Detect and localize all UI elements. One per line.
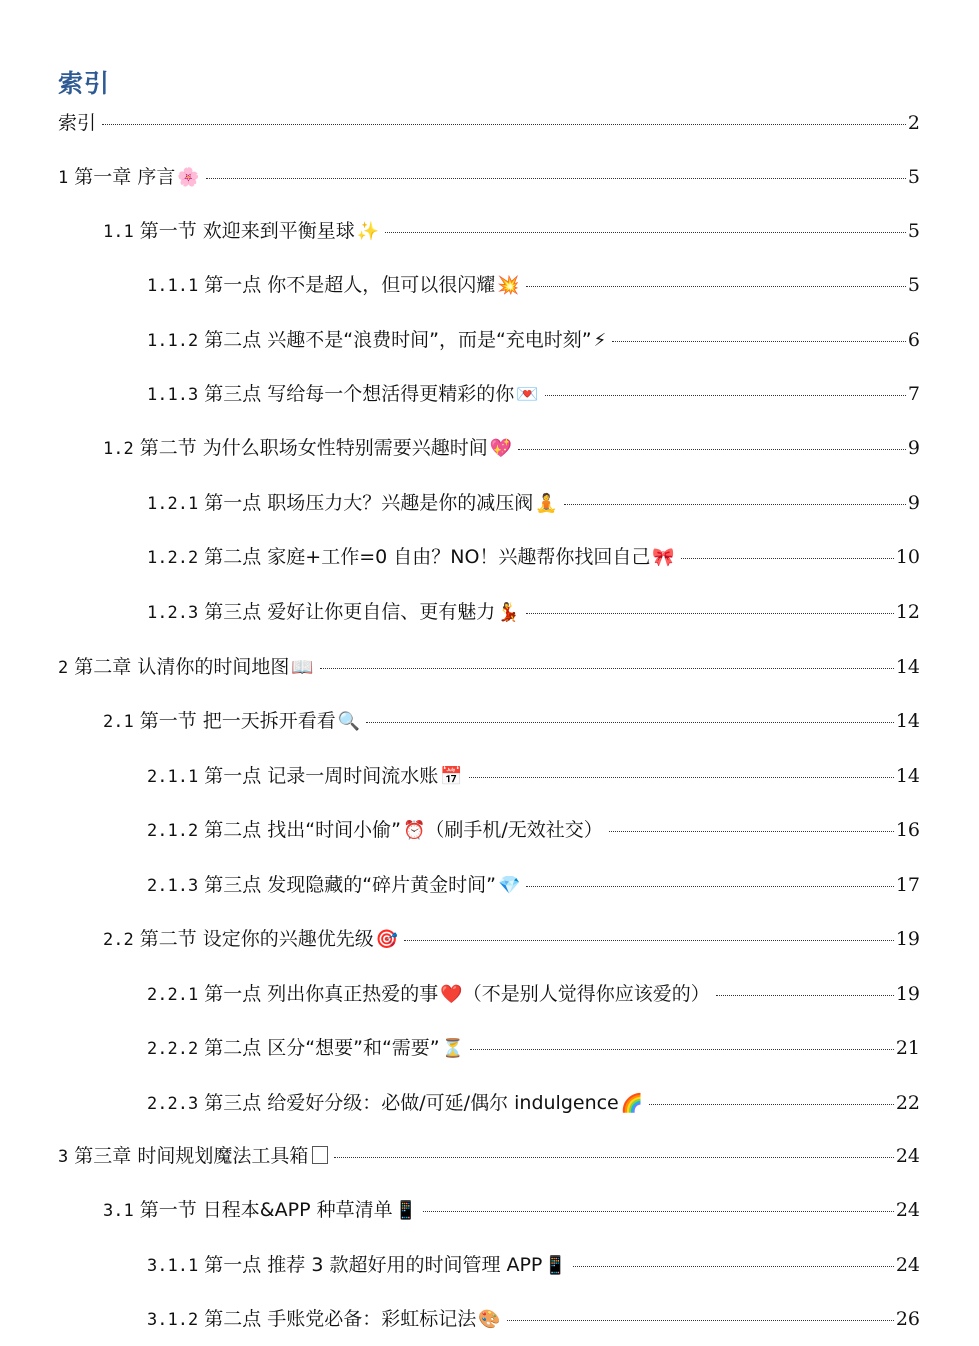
dot-leader	[366, 722, 894, 723]
toc-entry[interactable]	[103, 219, 920, 244]
toc-entry-title	[147, 1307, 501, 1332]
toc-entry-suffix: （不是别人觉得你应该爱的）	[462, 983, 710, 1005]
toc-page-number: 22	[895, 1092, 920, 1114]
toc-entry-number: 1.2	[103, 439, 134, 459]
toc-entry-text: 第一点 记录一周时间流水账	[204, 765, 439, 787]
toc-entry-title	[103, 436, 512, 461]
emoji-icon: 📱	[544, 1255, 567, 1276]
toc-entry-title	[58, 165, 200, 190]
dot-leader	[385, 232, 906, 233]
toc-entry-number: 1.2.1	[147, 494, 199, 514]
emoji-icon: 🎨	[478, 1309, 501, 1330]
toc-page-number: 19	[895, 928, 920, 950]
emoji-icon: 💖	[489, 438, 513, 459]
emoji-icon: 📅	[440, 766, 463, 787]
dot-leader	[526, 286, 906, 287]
emoji-icon: ❤️	[440, 984, 463, 1005]
dot-leader	[545, 395, 906, 396]
toc-entry-suffix: （刷手机/无效社交）	[425, 819, 603, 841]
toc-entry[interactable]	[147, 1036, 920, 1061]
toc-page-number: 17	[895, 874, 920, 896]
toc-entry-title	[147, 545, 675, 570]
toc-page-number: 19	[895, 983, 920, 1005]
toc-page-number: 5	[907, 220, 920, 242]
toc-entry-text: 第二点 找出“时间小偷”	[204, 819, 401, 841]
toc-page-number: 9	[907, 492, 920, 514]
toc-entry-text: 第一节 把一天拆开看看	[139, 710, 336, 732]
toc-entry-text: 第二节 为什么职场女性特别需要兴趣时间	[139, 437, 488, 459]
missing-glyph-icon	[312, 1146, 328, 1164]
toc-entry-number: 2	[58, 658, 69, 678]
toc-entry-title	[103, 219, 379, 244]
toc-entry-number: 2.1.1	[147, 767, 199, 787]
toc-entry[interactable]	[103, 927, 920, 952]
toc-page-number: 12	[895, 601, 920, 623]
toc-page-number: 5	[907, 166, 920, 188]
emoji-icon: 🧘	[535, 493, 558, 514]
toc-entry-title	[147, 1253, 567, 1278]
dot-leader	[649, 1104, 894, 1105]
toc-entry-title	[147, 328, 606, 353]
toc-entry-text: 第三点 写给每一个想活得更精彩的你	[204, 383, 515, 405]
toc-entry-title	[147, 1091, 643, 1116]
toc-entry-text: 第一节 日程本&APP 种草清单	[139, 1199, 393, 1221]
toc-entry-text: 第三点 爱好让你更自信、更有魅力	[204, 601, 496, 623]
emoji-icon: 🎯	[375, 929, 399, 950]
toc-entry-number: 2.1.2	[147, 821, 199, 841]
toc-entry[interactable]	[147, 764, 920, 789]
dot-leader	[404, 940, 894, 941]
toc-entry-title	[58, 655, 314, 680]
toc-entry[interactable]	[58, 1144, 920, 1169]
toc-entry[interactable]	[147, 1307, 920, 1332]
toc-entry-title	[58, 111, 96, 135]
toc-entry-title	[147, 1036, 464, 1061]
toc-entry[interactable]	[147, 382, 920, 407]
toc-entry-number: 2.1.3	[147, 876, 199, 896]
dot-leader	[102, 124, 906, 125]
toc-entry-text: 第二章 认清你的时间地图	[74, 656, 290, 678]
toc-entry-number: 3.1	[103, 1201, 134, 1221]
toc-entry-number: 1	[58, 168, 69, 188]
toc-page-number: 9	[907, 437, 920, 459]
emoji-icon: ⏰	[402, 820, 426, 841]
toc-entry-title	[147, 273, 520, 298]
emoji-icon: ⏳	[441, 1038, 465, 1059]
toc-entry-number: 3.1.2	[147, 1310, 199, 1330]
emoji-icon: 💃	[497, 602, 520, 623]
toc-entry[interactable]	[58, 655, 920, 680]
toc-entry-text: 索引	[58, 112, 97, 134]
toc-entry[interactable]	[58, 111, 920, 135]
toc-entry-text: 第三章 时间规划魔法工具箱	[74, 1145, 309, 1167]
dot-leader	[716, 995, 894, 996]
toc-page-number: 7	[907, 383, 920, 405]
emoji-icon: 📖	[291, 657, 314, 678]
toc-page-number: 26	[895, 1308, 920, 1330]
toc-entry-number: 1.2.3	[147, 603, 199, 623]
dot-leader	[609, 831, 894, 832]
toc-entry-text: 第一节 欢迎来到平衡星球	[139, 220, 355, 242]
toc-entry-number: 2.2.2	[147, 1039, 199, 1059]
toc-entry-text: 第一点 你不是超人，但可以很闪耀	[204, 274, 496, 296]
dot-leader	[334, 1157, 893, 1158]
toc-entry[interactable]	[103, 709, 920, 734]
toc-entry[interactable]	[147, 545, 920, 570]
toc-page-number: 24	[895, 1254, 920, 1276]
dot-leader	[681, 558, 894, 559]
toc-entry-text: 第一点 列出你真正热爱的事	[204, 983, 439, 1005]
toc-page-number: 24	[895, 1145, 920, 1167]
toc-entry-title	[103, 709, 360, 734]
emoji-icon: ⚡	[593, 330, 607, 351]
toc-entry-title	[147, 818, 603, 843]
toc-entry-text: 第二点 兴趣不是“浪费时间”，而是“充电时刻”	[204, 329, 592, 351]
toc-page-number: 24	[895, 1199, 920, 1221]
toc-entry[interactable]	[147, 1091, 920, 1116]
emoji-icon: 📱	[394, 1200, 417, 1221]
toc-page-number: 2	[907, 112, 920, 134]
dot-leader	[526, 613, 894, 614]
toc-entry-text: 第三点 发现隐藏的“碎片黄金时间”	[204, 874, 496, 896]
toc-entry[interactable]	[147, 491, 920, 516]
toc-page-number: 6	[907, 329, 920, 351]
toc-entry-text: 第一点 职场压力大？兴趣是你的减压阀	[204, 492, 534, 514]
toc-page-number: 21	[895, 1037, 920, 1059]
toc-page-number: 16	[895, 819, 920, 841]
toc-entry-number: 1.2.2	[147, 548, 199, 568]
toc-entry-title	[147, 382, 539, 407]
toc-entry-title	[147, 873, 520, 898]
dot-leader	[320, 668, 894, 669]
toc-entry[interactable]	[147, 600, 920, 625]
emoji-icon: 💎	[497, 875, 521, 896]
emoji-icon: 💥	[497, 275, 520, 296]
toc-entry[interactable]	[147, 328, 920, 353]
emoji-icon: ✨	[356, 221, 380, 242]
toc-page-number: 14	[895, 710, 920, 732]
emoji-icon: 🌸	[177, 167, 200, 188]
toc-entry-number: 1.1	[103, 222, 134, 242]
toc-entry-title	[103, 927, 398, 952]
toc-entry-number: 2.2.1	[147, 985, 199, 1005]
toc-entry-number: 1.1.1	[147, 276, 199, 296]
toc-entry[interactable]	[147, 982, 920, 1007]
toc-page-number: 5	[907, 274, 920, 296]
toc-entry-number: 3.1.1	[147, 1256, 199, 1276]
emoji-icon: 🔍	[337, 711, 361, 732]
toc-page-number: 14	[895, 656, 920, 678]
toc-entry[interactable]	[58, 165, 920, 190]
dot-leader	[507, 1320, 894, 1321]
toc-entry-title	[147, 982, 710, 1007]
toc-page-number: 14	[895, 765, 920, 787]
toc-entry[interactable]	[147, 818, 920, 843]
dot-leader	[470, 1049, 894, 1050]
toc-entry-number: 1.1.3	[147, 385, 199, 405]
toc-entry[interactable]	[147, 1253, 920, 1278]
toc-entry-number: 2.1	[103, 712, 134, 732]
toc-entry-number: 2.2	[103, 930, 134, 950]
toc-entry-title	[147, 600, 520, 625]
dot-leader	[423, 1211, 894, 1212]
toc-entry[interactable]	[147, 873, 920, 898]
dot-leader	[612, 341, 906, 342]
toc-entry-number: 1.1.2	[147, 331, 199, 351]
toc-entry[interactable]	[147, 273, 920, 298]
emoji-icon: 🎀	[652, 547, 675, 568]
dot-leader	[518, 449, 906, 450]
toc-entry-text: 第一章 序言	[74, 166, 176, 188]
toc-entry[interactable]	[103, 1198, 920, 1223]
dot-leader	[469, 777, 894, 778]
toc-entry-text: 第二点 区分“想要”和“需要”	[204, 1037, 440, 1059]
toc-entry-text: 第二节 设定你的兴趣优先级	[139, 928, 374, 950]
toc-page-number: 10	[895, 546, 920, 568]
toc-entry-number: 2.2.3	[147, 1094, 199, 1114]
toc-entry-title	[58, 1144, 328, 1169]
dot-leader	[564, 504, 906, 505]
toc-entry-text: 第三点 给爱好分级：必做/可延/偶尔 indulgence	[204, 1092, 619, 1114]
dot-leader	[206, 178, 906, 179]
toc-entry-number: 3	[58, 1147, 69, 1167]
toc-entry-title	[103, 1198, 417, 1223]
toc-entry-text: 第二点 家庭+工作=0 自由？NO！兴趣帮你找回自己	[204, 546, 651, 568]
emoji-icon: 💌	[516, 384, 539, 405]
toc-entry-text: 第一点 推荐 3 款超好用的时间管理 APP	[204, 1254, 543, 1276]
toc-entry-title	[147, 491, 558, 516]
toc-entry-text: 第二点 手账党必备：彩虹标记法	[204, 1308, 477, 1330]
toc-entry[interactable]	[103, 436, 920, 461]
dot-leader	[573, 1266, 894, 1267]
dot-leader	[526, 886, 893, 887]
toc-entry-title	[147, 764, 463, 789]
toc-heading: 索引	[58, 69, 111, 98]
emoji-icon: 🌈	[620, 1093, 644, 1114]
